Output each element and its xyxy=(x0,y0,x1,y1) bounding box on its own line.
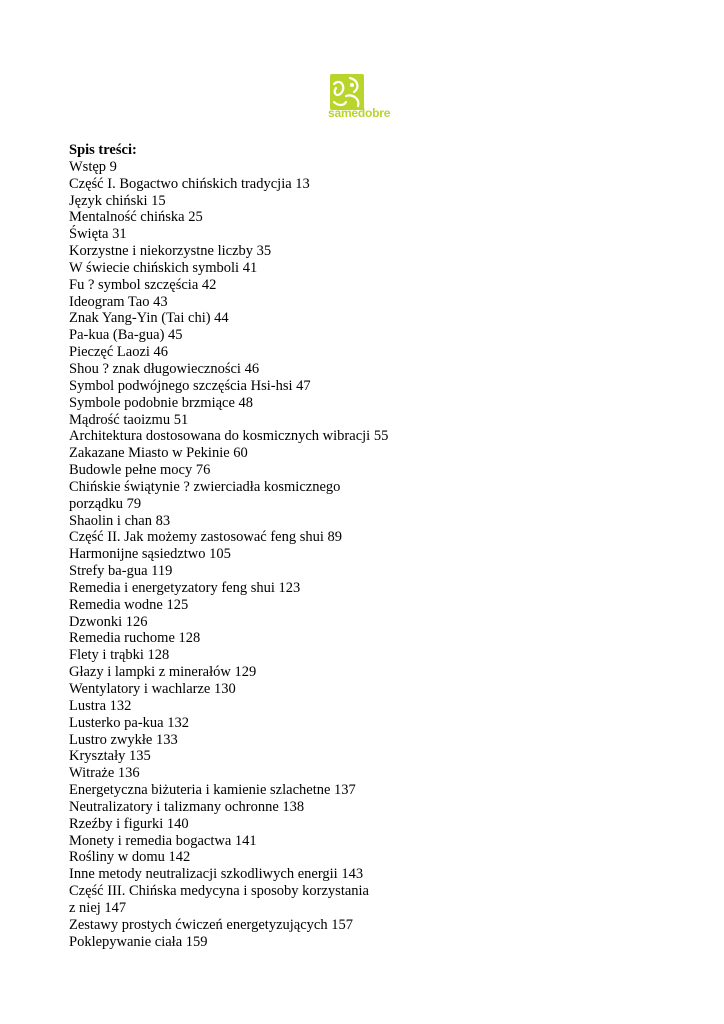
toc-entry: Zakazane Miasto w Pekinie 60 xyxy=(69,445,248,462)
toc-entry: Remedia wodne 125 xyxy=(69,596,189,613)
toc-entry: Monety i remedia bogactwa 141 xyxy=(69,832,257,849)
toc-entry: porządku 79 xyxy=(69,495,142,512)
table-of-contents xyxy=(69,142,669,951)
toc-entry: Strefy ba-gua 119 xyxy=(69,563,173,580)
toc-entry: Poklepywanie ciała 159 xyxy=(69,933,208,950)
toc-entry: Pieczęć Laozi 46 xyxy=(69,344,169,361)
toc-entry: Budowle pełne mocy 76 xyxy=(69,462,211,479)
toc-entry: Język chiński 15 xyxy=(69,192,166,209)
toc-entry: Rośliny w domu 142 xyxy=(69,849,191,866)
toc-entry: Znak Yang-Yin (Tai chi) 44 xyxy=(69,310,229,327)
toc-entry: Część II. Jak możemy zastosować feng shui 89 xyxy=(69,529,343,546)
toc-entry: Flety i trąbki 128 xyxy=(69,647,170,664)
toc-entry: Wstęp 9 xyxy=(69,158,117,175)
toc-entry: W świecie chińskich symboli 41 xyxy=(69,259,258,276)
toc-entry: Inne metody neutralizacji szkodliwych energii 143 xyxy=(69,866,364,883)
toc-entry: Zestawy prostych ćwiczeń energetyzujących 157 xyxy=(69,916,353,933)
toc-entry: Chińskie świątynie ? zwierciadła kosmicznego xyxy=(69,478,341,495)
toc-entry: Fu ? symbol szczęścia 42 xyxy=(69,276,217,293)
toc-entry: Neutralizatory i talizmany ochronne 138 xyxy=(69,798,305,815)
toc-entry: Dzwonki 126 xyxy=(69,613,148,630)
toc-entry: Harmonijne sąsiedztwo 105 xyxy=(69,546,231,563)
toc-entry: Lustra 132 xyxy=(69,697,132,714)
toc-entry: Kryształy 135 xyxy=(69,748,151,765)
toc-entry: Symbole podobnie brzmiące 48 xyxy=(69,394,254,411)
toc-entry: Lusterko pa-kua 132 xyxy=(69,714,189,731)
toc-entry: Symbol podwójnego szczęścia Hsi-hsi 47 xyxy=(69,377,311,394)
toc-entry: Shaolin i chan 83 xyxy=(69,512,171,529)
toc-entry: Wentylatory i wachlarze 130 xyxy=(69,681,236,697)
samedobre-logo-mark xyxy=(330,74,364,110)
toc-entry: Remedia ruchome 128 xyxy=(69,630,201,647)
toc-entry: Część III. Chińska medycyna i sposoby korzystania xyxy=(69,883,369,900)
toc-entry: Święta 31 xyxy=(69,226,127,243)
toc-entry: Korzystne i niekorzystne liczby 35 xyxy=(69,243,272,260)
toc-entry: Mądrość taoizmu 51 xyxy=(69,411,189,428)
publisher-logo xyxy=(328,74,400,124)
toc-entry: Witraże 136 xyxy=(69,765,140,782)
toc-list xyxy=(69,159,669,951)
toc-heading: Spis treści: xyxy=(69,142,137,158)
toc-entry: Głazy i lampki z minerałów 129 xyxy=(69,664,257,681)
toc-entry: Energetyczna biżuteria i kamienie szlachetne 137 xyxy=(69,782,356,799)
toc-entry: Pa-kua (Ba-gua) 45 xyxy=(69,327,183,344)
toc-entry: Rzeźby i figurki 140 xyxy=(69,815,189,832)
toc-entry: Mentalność chińska 25 xyxy=(69,209,203,226)
toc-entry: Remedia i energetyzatory feng shui 123 xyxy=(69,579,301,596)
logo-text: samedobre xyxy=(328,106,391,120)
toc-entry: Shou ? znak długowieczności 46 xyxy=(69,360,260,377)
toc-entry: Lustro zwykłe 133 xyxy=(69,731,178,748)
toc-entry: Architektura dostosowana do kosmicznych wibracji 55 xyxy=(69,428,389,445)
toc-entry: Ideogram Tao 43 xyxy=(69,293,168,310)
toc-entry: z niej 147 xyxy=(69,899,127,916)
toc-entry: Część I. Bogactwo chińskich tradycjia 13 xyxy=(69,175,310,192)
